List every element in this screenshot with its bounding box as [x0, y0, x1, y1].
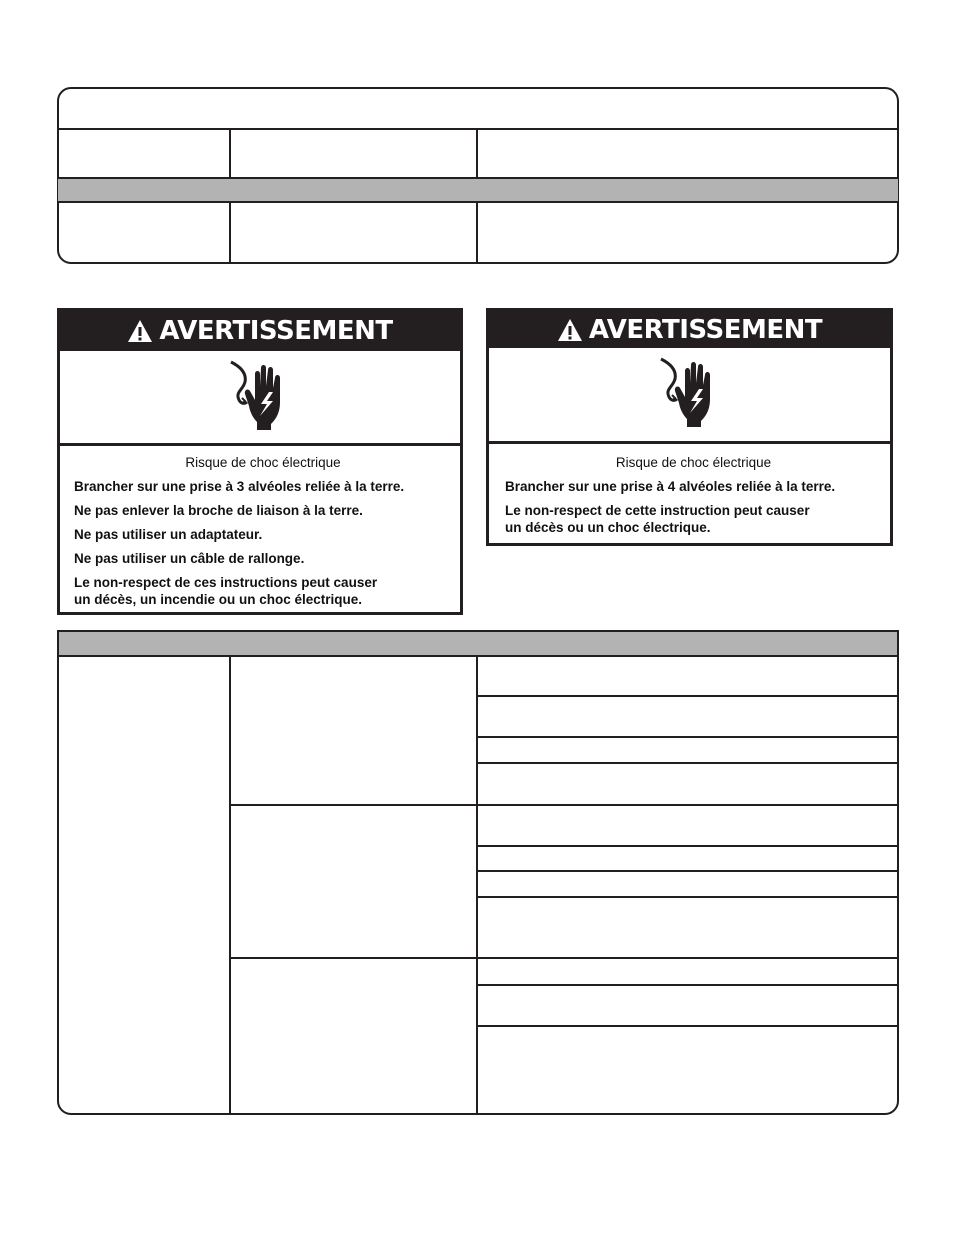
warning-title: Risque de choc électrique — [615, 455, 772, 470]
bottom-table-col-divider — [476, 656, 478, 1114]
bottom-table-section-band — [57, 630, 899, 657]
warning-triangle-icon — [127, 319, 153, 343]
bottom-table — [57, 630, 899, 1115]
warning-line: Le non-respect de cette instruction peut causer un décès ou un choc électrique. — [505, 503, 810, 535]
bottom-table-row-divider — [477, 736, 897, 738]
bottom-table-row-divider — [477, 870, 897, 872]
warning-pictogram — [60, 351, 460, 443]
warning-pictogram — [489, 348, 890, 441]
bottom-table-row-divider — [477, 695, 897, 697]
top-table-section-band — [58, 177, 898, 203]
warning-divider — [60, 443, 460, 446]
top-table-col-divider — [229, 202, 231, 263]
bottom-table-row-divider — [477, 896, 897, 898]
bottom-table-col-divider — [229, 656, 231, 1114]
warning-title: Risque de choc électrique — [185, 455, 341, 470]
bottom-table-row-divider — [477, 762, 897, 764]
warning-text — [74, 454, 452, 615]
warning-divider — [489, 441, 890, 444]
warning-box-3-prong — [57, 308, 463, 615]
bottom-table-row-divider — [477, 984, 897, 986]
warning-line: Ne pas utiliser un adaptateur. — [74, 527, 263, 542]
bottom-table-group-divider — [230, 957, 897, 959]
warning-box-4-prong — [486, 308, 893, 546]
top-table-divider — [58, 128, 898, 130]
top-table-col-divider — [476, 202, 478, 263]
warning-triangle-icon — [557, 318, 583, 342]
top-table-col-divider — [229, 129, 231, 178]
warning-header — [60, 311, 460, 351]
warning-header-label: AVERTISSEMENT — [159, 316, 393, 346]
bottom-table-group-divider — [230, 804, 897, 806]
warning-text — [505, 454, 882, 543]
warning-line: Ne pas enlever la broche de liaison à la terre. — [74, 503, 363, 518]
bottom-table-row-divider — [477, 1025, 897, 1027]
warning-header — [489, 311, 890, 348]
electrical-shock-hand-icon — [655, 355, 725, 434]
warning-line: Brancher sur une prise à 4 alvéoles reliée à la terre. — [505, 479, 836, 494]
warning-line: Brancher sur une prise à 3 alvéoles reliée à la terre. — [74, 479, 405, 494]
warning-line: Ne pas utiliser un câble de rallonge. — [74, 551, 305, 566]
bottom-table-row-divider — [477, 845, 897, 847]
top-table — [57, 87, 899, 264]
top-table-col-divider — [476, 129, 478, 178]
warning-line: Le non-respect de ces instructions peut causer un décès, un incendie ou un choc électrique. — [74, 575, 378, 607]
warning-header-label: AVERTISSEMENT — [588, 314, 823, 345]
electrical-shock-hand-icon — [225, 358, 295, 437]
